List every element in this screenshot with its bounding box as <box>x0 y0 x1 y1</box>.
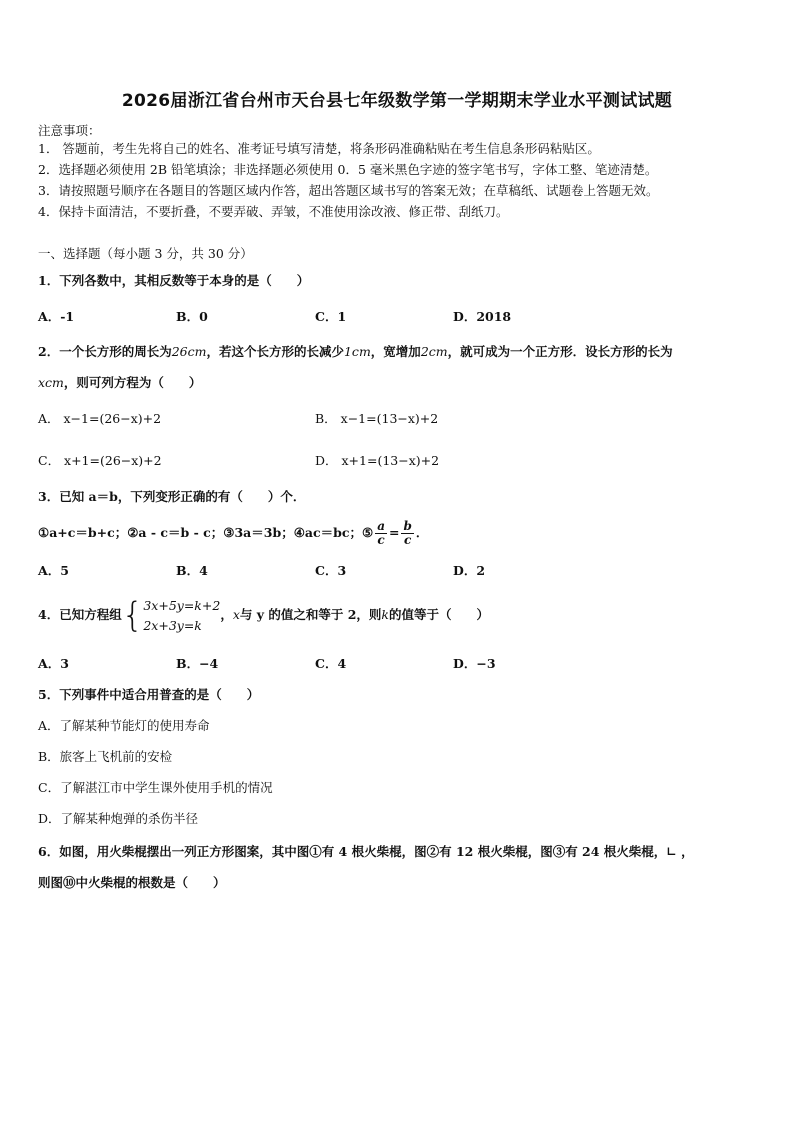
question-4-equation-system <box>143 596 220 636</box>
question-4-option-d: D．−3 <box>453 656 496 671</box>
question-2-text-5: ，则可列方程为（ ） <box>63 375 202 390</box>
question-3-option-d: D．2 <box>453 563 486 578</box>
question-6-stem-line-2: 则图⑩中火柴棍的根数是（ ） <box>38 875 226 890</box>
system-brace-icon: { <box>121 595 144 636</box>
question-2-text-3: ，宽增加 <box>370 344 421 359</box>
question-2-text-1: 2．一个长方形的周长为 <box>38 344 172 359</box>
question-2-value-length: 1cm <box>343 344 371 359</box>
question-3-items <box>38 518 428 548</box>
question-3-option-a: A．5 <box>38 563 69 578</box>
question-4-option-a: A．3 <box>38 656 69 671</box>
question-2-option-d: D． x+1=(13−x)+2 <box>315 453 440 468</box>
question-3-fraction-a: $\frac{a}{c}$ <box>377 519 385 547</box>
question-4-text-3: 与 y 的值之和等于 2，则 <box>239 607 382 622</box>
question-3-fraction-b: $\frac{b}{c}$ <box>403 519 412 547</box>
question-3-end: ． <box>415 525 429 540</box>
question-2-value-perimeter: 26cm <box>171 344 207 359</box>
notes-heading: 注意事项： <box>38 123 101 138</box>
question-4-equation-1: 3x+5y=k+2 <box>143 597 221 613</box>
section-heading: 一、选择题（每小题 3 分，共 30 分） <box>38 246 253 261</box>
question-4-equation-2: 2x+3y=k <box>143 617 202 633</box>
question-2-option-b: B． x−1=(13−x)+2 <box>315 411 439 426</box>
question-5-option-d: D．了解某种炮弹的杀伤半径 <box>38 811 199 826</box>
question-3-option-c: C．3 <box>315 563 347 578</box>
question-2-value-x: xcm <box>38 375 64 390</box>
question-5-option-c: C．了解湛江市中学生课外使用手机的情况 <box>38 780 273 795</box>
note-item-3: 3．请按照题号顺序在各题目的答题区域内作答，超出答题区域书写的答案无效；在草稿纸、试题卷上答题无效。 <box>38 183 659 198</box>
question-2-value-width: 2cm <box>420 344 448 359</box>
question-4-stem <box>38 593 489 637</box>
question-3-option-b: B．4 <box>176 563 208 578</box>
question-5-option-a: A．了解某种节能灯的使用寿命 <box>38 718 210 733</box>
question-2-text-2: ，若这个长方形的长减少 <box>206 344 344 359</box>
question-3-stem: 3．已知 a＝b，下列变形正确的有（ ）个． <box>38 489 306 504</box>
question-1-stem: 1．下列各数中，其相反数等于本身的是（ ） <box>38 273 310 288</box>
question-2-text-4: ，就可成为一个正方形．设长方形的长为 <box>447 344 673 359</box>
question-4-option-b: B．−4 <box>176 656 219 671</box>
question-2-stem-line-1 <box>38 344 673 360</box>
question-3-item-list: ①a+c＝b+c；②a - c＝b - c；③3a＝3b；④ac＝bc；⑤ <box>38 525 374 540</box>
question-4-var-x: x <box>232 607 240 622</box>
note-item-1: 1． 答题前，考生先将自己的姓名、准考证号填写清楚，将条形码准确粘贴在考生信息条形码粘贴区。 <box>38 141 600 156</box>
question-5-option-b: B．旅客上飞机前的安检 <box>38 749 173 764</box>
question-5-stem: 5．下列事件中适合用普查的是（ ） <box>38 687 260 702</box>
question-4-var-k: k <box>381 607 389 622</box>
question-4-option-c: C．4 <box>315 656 347 671</box>
question-2-option-c: C． x+1=(26−x)+2 <box>38 453 162 468</box>
question-6-stem-line-1: 6．如图，用火柴棍摆出一列正方形图案，其中图①有 4 根火柴棍，图②有 12 根火柴棍，图③有 24 根火柴棍，∟ ， <box>38 844 694 859</box>
question-3-equals: = <box>388 525 400 540</box>
question-2-option-a: A． x−1=(26−x)+2 <box>38 411 162 426</box>
note-item-4: 4．保持卡面清洁，不要折叠，不要弄破、弄皱，不准使用涂改液、修正带、刮纸刀。 <box>38 204 509 219</box>
note-item-2: 2．选择题必须使用 2B 铅笔填涂；非选择题必须使用 0．5 毫米黑色字迹的签字笔书写，字体工整、笔迹清楚。 <box>38 162 658 177</box>
question-2-stem-line-2 <box>38 375 201 391</box>
question-4-text-1: 4．已知方程组 <box>38 607 122 622</box>
question-4-text-4: 的值等于（ ） <box>389 607 490 622</box>
question-4-text-2: ， <box>220 607 233 622</box>
page-title: 2026届浙江省台州市天台县七年级数学第一学期期末学业水平测试试题 <box>121 91 673 111</box>
question-1-option-b: B．0 <box>176 309 208 324</box>
question-1-option-c: C．1 <box>315 309 347 324</box>
question-1-option-a: A．-1 <box>38 309 75 324</box>
question-1-option-d: D．2018 <box>453 309 512 324</box>
